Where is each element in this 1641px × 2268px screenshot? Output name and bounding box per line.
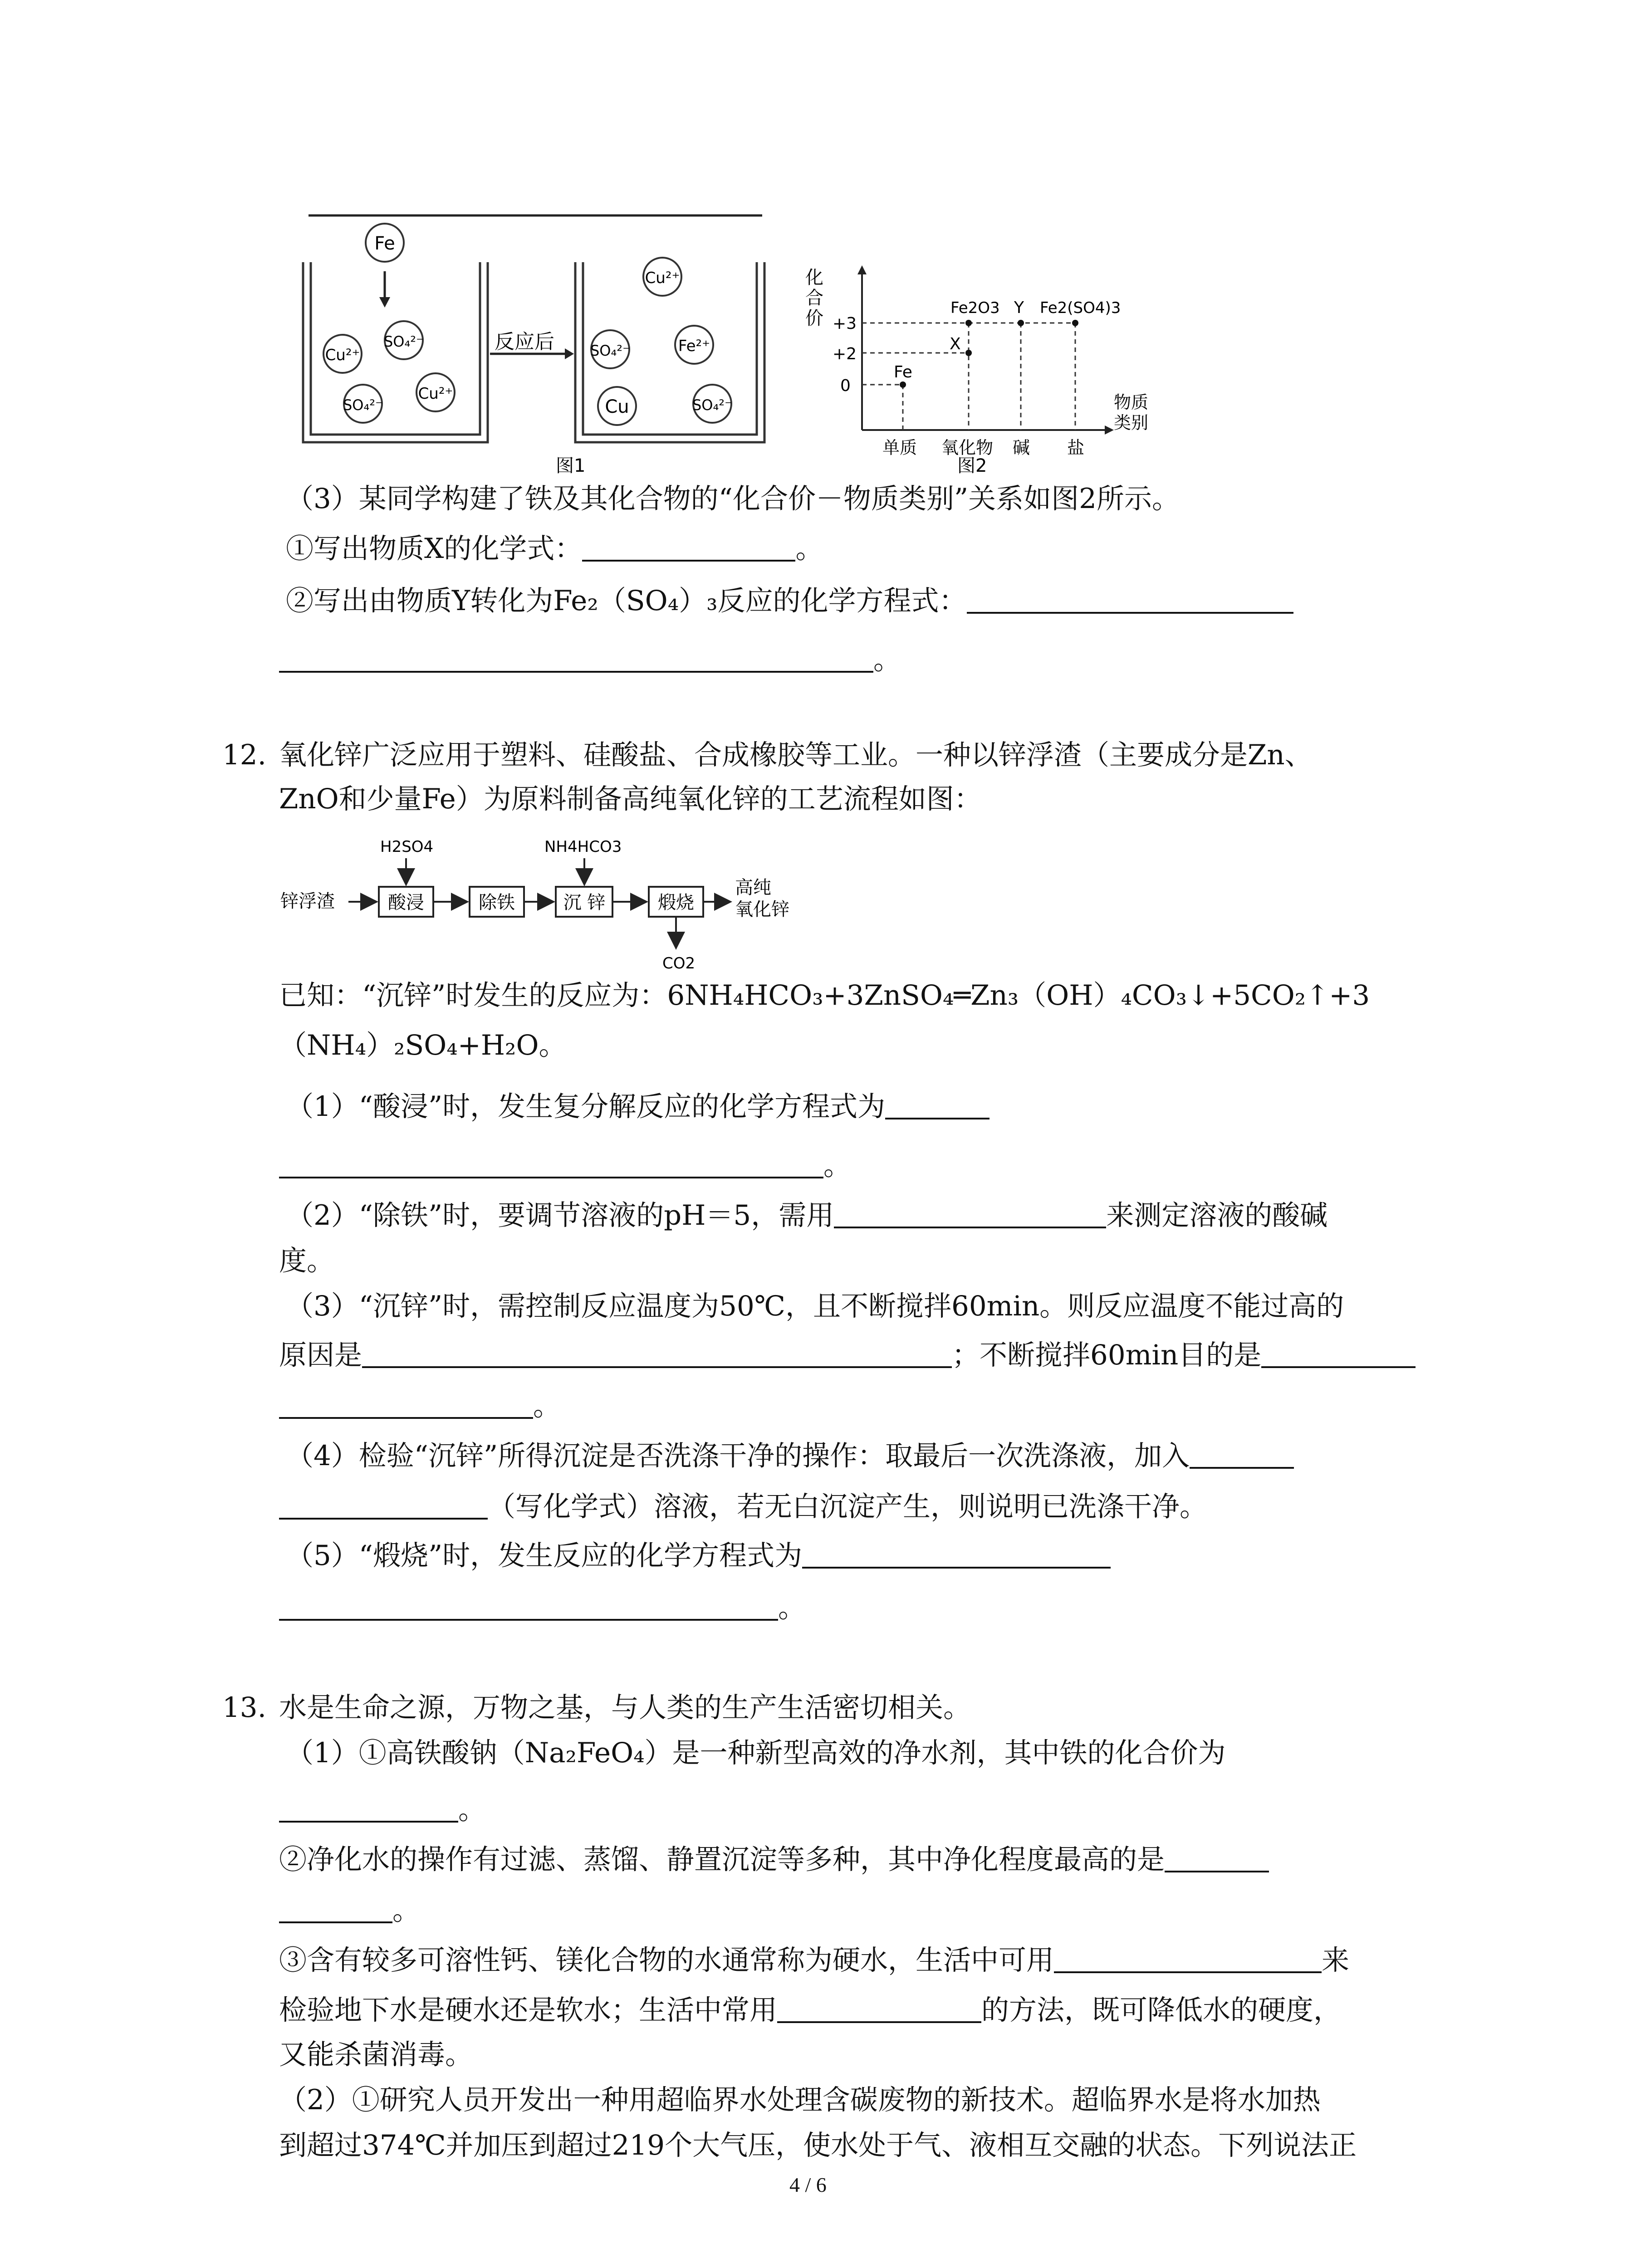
figure-2-valence-chart <box>0 0 1641 490</box>
answer-blank[interactable] <box>362 1341 952 1368</box>
answer-blank[interactable] <box>279 1151 823 1178</box>
q12-part4-cont <box>279 1489 1207 1525</box>
svg-text:Cu²⁺: Cu²⁺ <box>645 269 680 287</box>
flow-step-1: 酸浸 <box>388 892 424 913</box>
point-y: Y <box>1014 298 1024 317</box>
q12-part3-text-b: 原因是 <box>279 1339 362 1371</box>
period: 。 <box>873 644 901 676</box>
q12-part3: （3）“沉锌”时，需控制反应温度为50℃，且不断搅拌60min。则反应温度不能过高的 <box>286 1290 1344 1322</box>
flow-step-2: 除铁 <box>479 892 515 913</box>
period: 。 <box>778 1592 806 1624</box>
q12-part2-text: （2）“除铁”时，要调节溶液的pH＝5，需用 <box>286 1199 834 1232</box>
q12-part5 <box>286 1538 1111 1574</box>
q12-number: 12. <box>222 739 267 771</box>
q13-part1b-text: ②净化水的操作有过滤、蒸馏、静置沉淀等多种，其中净化程度最高的是 <box>279 1843 1165 1876</box>
answer-blank[interactable] <box>834 1201 1106 1228</box>
y-axis-label-2: 合 <box>805 288 823 308</box>
y-axis-label-3: 价 <box>805 308 823 329</box>
q11-part3-intro: （3）某同学构建了铁及其化合物的“化合价－物质类别”关系如图2所示。 <box>286 483 1180 515</box>
x-category-1: 单质 <box>882 438 917 458</box>
answer-blank[interactable] <box>802 1541 1111 1569</box>
svg-text:Fe: Fe <box>374 233 395 254</box>
point-fe2so43: Fe2(SO4)3 <box>1040 299 1121 317</box>
q11-part3-q1-text: ①写出物质X的化学式： <box>286 533 583 565</box>
q12-known-2: （NH₄）₂SO₄+H₂O。 <box>279 1029 567 1061</box>
q12-part2-text-b: 来测定溶液的酸碱 <box>1106 1199 1328 1232</box>
q12-part1 <box>286 1089 989 1125</box>
q12-part3-text-c: ；不断搅拌60min目的是 <box>952 1339 1262 1371</box>
flow-output-1: 高纯 <box>735 877 771 898</box>
q13-part2a: （2）①研究人员开发出一种用超临界水处理含碳废物的新技术。超临界水是将水加热 <box>279 2084 1321 2116</box>
x-axis-label-2: 类别 <box>1114 413 1149 433</box>
q13-number: 13. <box>222 1691 267 1724</box>
answer-blank[interactable] <box>1054 1946 1322 1973</box>
q12-part3-cont <box>279 1337 1416 1374</box>
answer-blank[interactable] <box>582 534 795 562</box>
x-category-4: 盐 <box>1067 438 1085 458</box>
q13-part1b <box>279 1842 1269 1878</box>
q13-part1c <box>279 1942 1349 1979</box>
period: 。 <box>795 533 823 565</box>
period: 。 <box>533 1390 561 1422</box>
q11-part3-q2 <box>286 583 1293 619</box>
arrow-label: 反应后 <box>495 330 554 353</box>
period: 。 <box>392 1894 421 1926</box>
flow-reagent-1: H2SO4 <box>380 838 434 856</box>
q12-part4-text: （4）检验“沉锌”所得沉淀是否洗涤干净的操作：取最后一次洗涤液，加入 <box>286 1440 1190 1472</box>
answer-blank[interactable] <box>1165 1845 1269 1872</box>
q13-part1c-text: ③含有较多可溶性钙、镁化合物的水通常称为硬水，生活中可用 <box>279 1944 1054 1976</box>
y-tick-0: 0 <box>840 376 851 395</box>
q11-part3-q1 <box>286 531 823 567</box>
point-x: X <box>950 335 961 353</box>
answer-blank[interactable] <box>777 1996 981 2023</box>
q12-known-1: 已知：“沉锌”时发生的反应为：6NH₄HCO₃+3ZnSO₄═Zn₃（OH）₄CO₃↓+5CO₂↑+3 <box>279 979 1370 1012</box>
q12-part2-cont: 度。 <box>279 1245 335 1277</box>
q12-part5-cont <box>279 1590 806 1626</box>
flow-input: 锌浮渣 <box>280 891 335 912</box>
figure-3-process-flow <box>0 816 1641 980</box>
q13-part1c-text-d: 的方法，既可降低水的硬度， <box>981 1994 1342 2026</box>
answer-blank[interactable] <box>967 587 1293 614</box>
flow-reagent-2: NH4HCO3 <box>544 838 622 856</box>
page-number: 4 / 6 <box>789 2173 827 2196</box>
x-category-3: 碱 <box>1013 438 1030 458</box>
svg-text:SO₄²⁻: SO₄²⁻ <box>383 333 424 350</box>
flow-step-4: 煅烧 <box>658 892 694 913</box>
flow-byproduct: CO2 <box>662 954 696 973</box>
q12-stem-1: 氧化锌广泛应用于塑料、硅酸盐、合成橡胶等工业。一种以锌浮渣（主要成分是Zn、 <box>279 739 1313 771</box>
point-fe2o3: Fe2O3 <box>950 299 1000 317</box>
flow-output-2: 氧化锌 <box>735 899 789 920</box>
figure-1-caption: 图1 <box>556 455 586 476</box>
q12-part3-cont-2 <box>279 1388 561 1424</box>
q11-part3-q2-text: ②写出由物质Y转化为Fe₂（SO₄）₃反应的化学方程式： <box>286 585 967 617</box>
q13-part1c-cont-2: 又能杀菌消毒。 <box>279 2038 473 2071</box>
q12-part4-text-b: （写化学式）溶液，若无白沉淀产生，则说明已洗涤干净。 <box>488 1491 1208 1523</box>
q12-part4 <box>286 1438 1294 1474</box>
x-category-2: 氧化物 <box>941 438 994 458</box>
answer-blank[interactable] <box>279 1795 458 1823</box>
q13-part1c-text-c: 检验地下水是硬水还是软水；生活中常用 <box>279 1994 778 2026</box>
flow-step-3: 沉 锌 <box>563 892 606 913</box>
point-fe: Fe <box>894 363 912 381</box>
q13-part1b-cont <box>279 1892 420 1929</box>
q13-part1c-cont <box>279 1992 1341 2028</box>
period: 。 <box>458 1794 486 1826</box>
q13-part1c-text-b: 来 <box>1322 1944 1350 1976</box>
y-tick-2: +2 <box>833 345 857 363</box>
x-axis-label-1: 物质 <box>1114 392 1149 412</box>
answer-blank[interactable] <box>279 1593 778 1621</box>
answer-blank[interactable] <box>279 645 873 673</box>
y-axis-label-1: 化 <box>805 267 823 288</box>
q13-part1a: （1）①高铁酸钠（Na₂FeO₄）是一种新型高效的净水剂，其中铁的化合价为 <box>286 1737 1226 1769</box>
answer-blank[interactable] <box>1190 1442 1294 1469</box>
answer-blank[interactable] <box>885 1092 989 1119</box>
q13-stem: 水是生命之源，万物之基，与人类的生产生活密切相关。 <box>279 1691 971 1724</box>
svg-text:Cu²⁺: Cu²⁺ <box>325 346 360 364</box>
q12-part5-text: （5）“煅烧”时，发生反应的化学方程式为 <box>286 1540 803 1572</box>
q13-part2b: 到超过374℃并加压到超过219个大气压，使水处于气、液相互交融的状态。下列说法正 <box>279 2129 1357 2161</box>
answer-blank[interactable] <box>279 1492 488 1520</box>
answer-blank[interactable] <box>279 1896 392 1923</box>
svg-text:SO₄²⁻: SO₄²⁻ <box>590 342 631 359</box>
y-tick-3: +3 <box>833 314 857 333</box>
q11-part3-q2-cont <box>279 642 901 678</box>
answer-blank[interactable] <box>1261 1341 1416 1368</box>
svg-text:Cu²⁺: Cu²⁺ <box>418 385 453 403</box>
svg-text:SO₄²⁻: SO₄²⁻ <box>343 396 383 414</box>
q12-stem-2: ZnO和少量Fe）为原料制备高纯氧化锌的工艺流程如图： <box>279 783 982 815</box>
period: 。 <box>823 1149 852 1182</box>
q12-part1-cont <box>279 1148 851 1184</box>
svg-text:Fe²⁺: Fe²⁺ <box>678 337 710 355</box>
figure-2-caption: 图2 <box>957 455 987 476</box>
answer-blank[interactable] <box>279 1392 533 1419</box>
svg-text:SO₄²⁻: SO₄²⁻ <box>692 396 733 414</box>
q12-part1-text: （1）“酸浸”时，发生复分解反应的化学方程式为 <box>286 1090 886 1123</box>
q12-part2 <box>286 1198 1327 1234</box>
q13-part1a-cont <box>279 1792 486 1828</box>
svg-text:Cu: Cu <box>605 396 629 417</box>
